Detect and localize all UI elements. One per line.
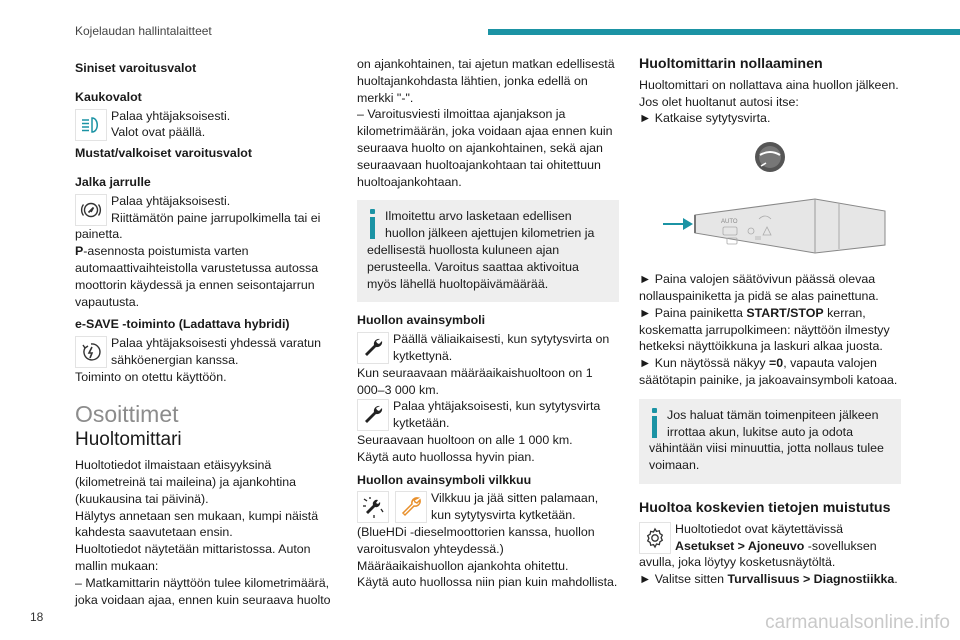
service-paragraph-2: Hälytys annetaan sen mukaan, kumpi näistä kahdesta saavutetaan ensin. [75, 508, 319, 540]
info-icon [649, 407, 659, 439]
column-3 [639, 56, 901, 588]
e-save-icon [75, 336, 107, 368]
flashing-wrench-after-2: Määräaikaishuollon ajankohta ohitettu. [357, 558, 569, 573]
foot-brake-entry [75, 193, 337, 311]
reset-title: Huoltomittarin nollaaminen [639, 56, 823, 72]
flashing-wrench-icon [357, 491, 389, 523]
settings-vehicle-path: Asetukset > Ajoneuvo [675, 538, 805, 553]
start-stop-label: START/STOP [746, 305, 824, 320]
foot-brake-line2: Riittämätön paine jarrupolkimella tai ei painetta. [75, 210, 321, 242]
wrench-symbol-title: Huollon avainsymboli [357, 313, 486, 328]
flashing-wrench-text: Vilkkuu ja jää sitten palamaan, kun sytytysvirta kytketään. [431, 491, 599, 523]
ignition-off-icon [755, 142, 785, 172]
column-2 [357, 56, 619, 591]
e-save-entry [75, 335, 337, 385]
reset-step-4: ► Kun näytössä näkyy =0, vapauta valojen säätötapin painike, ja jakoavainsymboli katoaa. [639, 356, 898, 387]
recall-title: Huoltoa koskevien tietojen muistutus [639, 499, 891, 516]
wrench-1-after: Kun seuraavaan määräaikaishuoltoon on 1 000–3 000 km. [357, 365, 593, 397]
e-save-line2: Toiminto on otettu käyttöön. [75, 369, 227, 384]
info-icon [367, 208, 377, 240]
reset-step-3: ► Paina painiketta START/STOP kerran, koskematta jarrupolkimeen: näyttöön ilmestyy hetkeksi näyttöikkuna ja laskuri alkaa juosta. [639, 305, 890, 354]
info-note-battery [639, 399, 901, 484]
wrench-2-after-1: Seuraavaan huoltoon on alle 1 000 km. [357, 432, 573, 447]
safety-diagnostics-path: Turvallisuus > Diagnostiikka [727, 572, 895, 587]
flashing-wrench-title: Huollon avainsymboli vilkkuu [357, 472, 532, 487]
e-save-title: e-SAVE -toiminto (Ladattava hybridi) [75, 317, 290, 332]
flashing-wrench-after-3: Käytä auto huollossa niin pian kuin mahdollista. [357, 575, 618, 590]
reset-step-2: ► Paina valojen säätövivun päässä olevaa nollauspainiketta ja pidä se alas painettuna. [639, 272, 879, 303]
column-1 [75, 56, 337, 608]
flashing-wrench-icons [357, 490, 427, 523]
foot-brake-title: Jalka jarrulle [75, 174, 151, 189]
info-note-calculation [357, 200, 619, 302]
info-note-text: Ilmoitettu arvo lasketaan edellisen huollon jälkeen ajettujen kilometrien ja edellisestä huollosta kuluneen ajan perusteella. Varoitus saattaa aktivoitua myös lähellä huoltopäivämäärää. [367, 209, 595, 291]
service-continued-1: on ajankohtainen, tai ajetun matkan edellisestä huoltajankohdasta lähtien, jonka edellä on merkki "-". [357, 57, 615, 105]
high-beam-entry [75, 108, 337, 142]
black-white-warning-title: Mustat/valkoiset varoitusvalot [75, 146, 252, 161]
foot-brake-line1: Palaa yhtäjaksoisesti. [111, 193, 231, 208]
flashing-wrench-after-1: (BlueHDi -dieselmoottorien kanssa, huollon varoitusvalon yhteydessä.) [357, 524, 595, 556]
service-indicator-title: Huoltomittari [75, 429, 182, 451]
blue-warning-title: Siniset varoitusvalot [75, 61, 197, 75]
foot-brake-p-note [75, 243, 337, 310]
flashing-wrench-entry [357, 490, 619, 591]
reset-paragraph-2: Jos olet huoltanut autosi itse: [639, 94, 799, 109]
p-position-text: -asennosta poistumista varten automaattivaihteistolla varustetussa autossa moottorin käydessä ja ennen seisontajarrun vapautusta. [75, 244, 319, 309]
p-position-label: P [75, 244, 84, 259]
wrench-icon [357, 332, 389, 364]
stalk-body [695, 199, 885, 253]
recall-entry [639, 521, 901, 588]
wrench-entry-1 [357, 331, 619, 398]
recall-text: Huoltotiedot ovat käytettävissä Asetukset > Ajoneuvo -sovelluksen avulla, joka löytyy kosketusnäytöltä. [639, 521, 877, 570]
reset-step-1: ► Katkaise sytytysvirta. [639, 111, 771, 126]
wrench-2-after-2: Käytä auto huollossa hyvin pian. [357, 449, 535, 464]
wrench-1-text: Päällä väliaikaisesti, kun sytytysvirta on kytkettynä. [393, 332, 610, 363]
reset-paragraph-1: Huoltomittari on nollattava aina huollon jälkeen. [639, 77, 899, 92]
service-paragraph-4: – Matkamittarin näyttöön tulee kilometrimäärä, joka voidaan ajaa, ennen kuin seuraava huolto [75, 575, 331, 607]
lighting-stalk-illustration [639, 135, 901, 265]
service-paragraph-3: Huoltotiedot näytetään mittaristossa. Auton mallin mukaan: [75, 542, 311, 573]
info-note-battery-text: Jos haluat tämän toimenpiteen jälkeen irrottaa akun, lukitse auto ja odota vähintään viisi minuuttia, jotta nollaus tulee voimaan. [649, 407, 884, 473]
wrench-2-text: Palaa yhtäjaksoisesti, kun sytytysvirta kytketään. [393, 399, 601, 431]
running-header: Kojelaudan hallintalaitteet [75, 24, 212, 38]
service-continued-2: – Varoitusviesti ilmoittaa ajanjakson ja kilometrimäärän, joka voidaan ajaa ennen kuin seuraava huolto on ajankohtainen, sekä ajan seuraavaan huoltoajankohtaan tai ohitettuun huoltoajankohtaan. [357, 107, 613, 189]
service-paragraph-1: Huoltotiedot ilmaistaan etäisyyksinä (kilometreinä tai maileina) ja ajankohtina (kuukausina tai päivinä). [75, 458, 297, 506]
recall-step: ► Valitse sitten Turvallisuus > Diagnostiikka. [639, 572, 898, 587]
high-beam-title: Kaukovalot [75, 89, 142, 104]
high-beam-line2: Valot ovat päällä. [111, 125, 206, 140]
wrench-outline-icon [395, 491, 427, 523]
wrench-icon [357, 399, 389, 431]
section-title-indicators: Osoittimet [75, 400, 179, 427]
zero-label: =0 [769, 356, 784, 371]
wrench-entry-2 [357, 398, 619, 465]
page-number: 18 [30, 610, 44, 624]
stalk-auto-label: AUTO [721, 219, 738, 226]
reset-button-arrow [663, 218, 693, 230]
settings-gear-icon [639, 522, 671, 554]
header-accent-bar [488, 29, 960, 35]
high-beam-icon [75, 109, 107, 141]
foot-brake-icon [75, 194, 107, 226]
high-beam-line1: Palaa yhtäjaksoisesti. [111, 108, 231, 123]
watermark: carmanualsonline.info [765, 612, 950, 633]
e-save-line1: Palaa yhtäjaksoisesti yhdessä varatun sähköenergian kanssa. [111, 336, 322, 367]
